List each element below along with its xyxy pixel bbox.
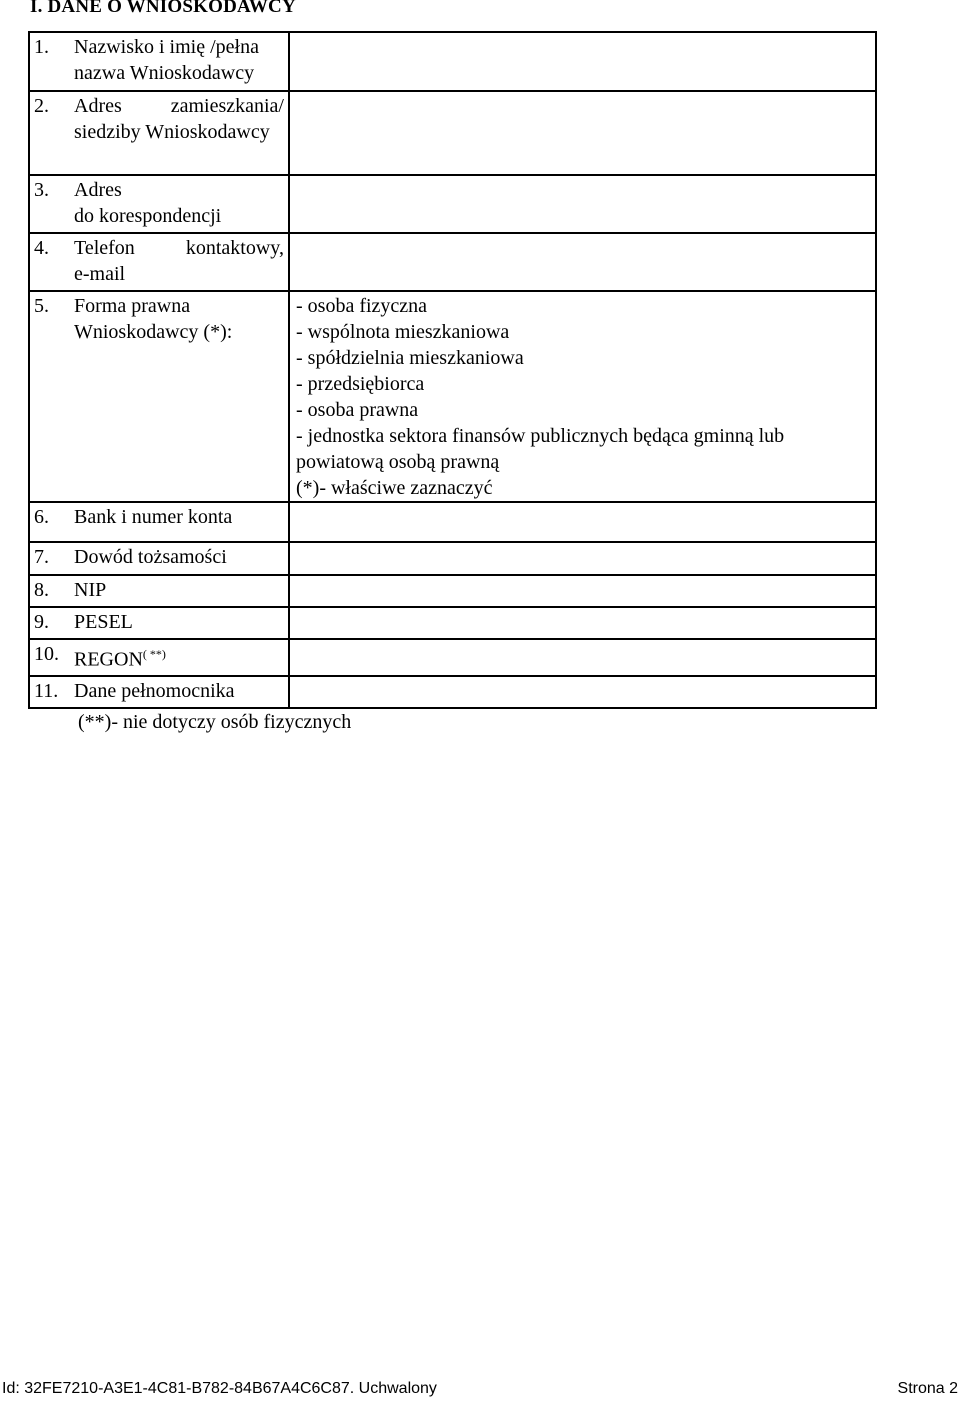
value-field-contact[interactable]	[289, 233, 876, 291]
label-cell	[29, 639, 289, 676]
table-row	[29, 91, 876, 175]
row-number: 5.	[34, 295, 49, 317]
row-label-rest: e-mail	[74, 263, 126, 285]
row-number: 6.	[34, 506, 49, 528]
row-number: 1.	[34, 36, 49, 58]
page-number: Strona 2	[897, 1380, 958, 1397]
row-label: PESEL	[74, 611, 133, 633]
value-field-bank-account[interactable]	[289, 502, 876, 542]
label-cell	[29, 91, 289, 175]
legal-form-note: (*)- właściwe zaznaczyć	[296, 477, 493, 499]
table-row	[29, 291, 876, 502]
table-row	[29, 32, 876, 91]
row-number: 10.	[34, 643, 59, 665]
table-row	[29, 575, 876, 607]
row-number: 4.	[34, 237, 49, 259]
table-row	[29, 542, 876, 575]
row-label-rest: siedziby Wnioskodawcy	[74, 121, 270, 143]
document-id: Id: 32FE7210-A3E1-4C81-B782-84B67A4C6C87. Uchwalony	[2, 1380, 437, 1397]
value-field-pesel[interactable]	[289, 607, 876, 639]
row-number: 3.	[34, 179, 49, 201]
label-cell	[29, 175, 289, 233]
row-label: Dowód tożsamości	[74, 546, 227, 568]
option-natural-person[interactable]: - osoba fizyczna	[296, 295, 428, 317]
value-field-proxy[interactable]	[289, 676, 876, 708]
applicant-data-table	[28, 31, 877, 709]
row-label: Nazwisko i imię /pełna nazwa Wnioskodawcy	[74, 36, 259, 84]
row-label	[74, 235, 288, 287]
label-cell	[29, 575, 289, 607]
label-cell	[29, 233, 289, 291]
option-housing-community[interactable]: - wspólnota mieszkaniowa	[296, 321, 510, 343]
row-label: Bank i numer konta	[74, 506, 233, 528]
row-label-line1: Adres zamieszkania/	[74, 95, 284, 117]
row-label: Forma prawna Wnioskodawcy (*):	[74, 295, 233, 343]
option-legal-person[interactable]: - osoba prawna	[296, 399, 419, 421]
row-label	[74, 177, 288, 229]
row-number: 11.	[34, 679, 59, 702]
row-label: NIP	[74, 579, 107, 601]
footnote: (**)- nie dotyczy osób fizycznych	[78, 711, 352, 733]
table-row	[29, 676, 876, 708]
row-label	[74, 93, 288, 145]
value-field-correspondence-address[interactable]	[289, 175, 876, 233]
value-field-regon[interactable]	[289, 639, 876, 676]
row-label-rest: do korespondencji	[74, 205, 222, 227]
label-cell	[29, 32, 289, 91]
label-cell	[29, 291, 289, 502]
row-number: 2.	[34, 95, 49, 117]
row-label-text: REGON	[74, 648, 143, 671]
table-row	[29, 639, 876, 676]
row-label-line1: Adres	[74, 179, 122, 201]
row-label	[74, 641, 288, 673]
option-public-finance-unit[interactable]: - jednostka sektora finansów publicznych będąca gminną lub powiatową osobą prawną	[296, 425, 785, 473]
row-number: 9.	[34, 611, 49, 633]
table-row	[29, 607, 876, 639]
table-row	[29, 175, 876, 233]
label-cell	[29, 676, 289, 708]
option-housing-cooperative[interactable]: - spółdzielnia mieszkaniowa	[296, 347, 524, 369]
option-entrepreneur[interactable]: - przedsiębiorca	[296, 373, 425, 395]
table-row	[29, 233, 876, 291]
value-field-nip[interactable]	[289, 575, 876, 607]
row-label-line1: Telefon kontaktowy,	[74, 237, 284, 259]
row-number: 7.	[34, 546, 49, 568]
table-row	[29, 502, 876, 542]
label-cell	[29, 502, 289, 542]
legal-form-options	[289, 291, 876, 502]
section-title: I. DANE O WNIOSKODAWCY	[30, 0, 296, 17]
label-cell	[29, 542, 289, 575]
row-label: Dane pełnomocnika	[74, 679, 235, 702]
row-label-sup: ( **)	[142, 647, 166, 661]
value-field-id-document[interactable]	[289, 542, 876, 575]
row-number: 8.	[34, 579, 49, 601]
label-cell	[29, 607, 289, 639]
value-field-name[interactable]	[289, 32, 876, 91]
value-field-address[interactable]	[289, 91, 876, 175]
